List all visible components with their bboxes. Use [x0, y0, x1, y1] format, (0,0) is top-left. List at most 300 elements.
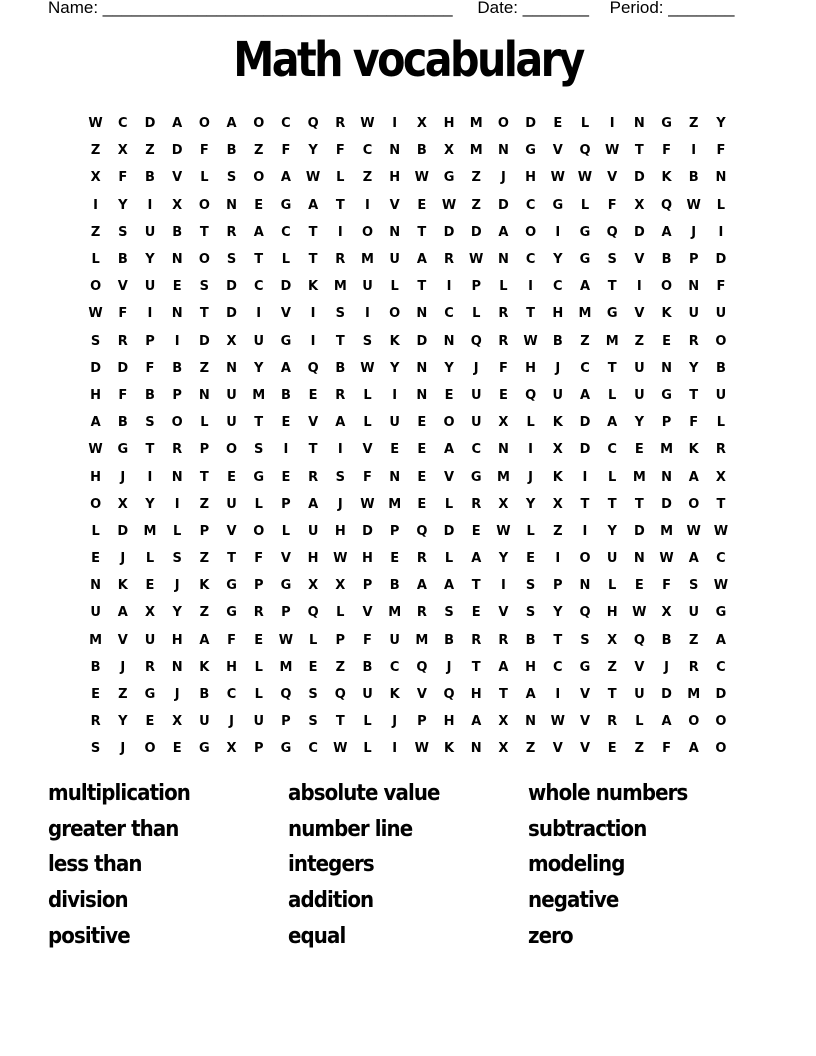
- grid-letter: N: [198, 387, 210, 403]
- grid-letter: U: [144, 279, 156, 295]
- grid-letter: O: [715, 741, 727, 757]
- grid-letter: G: [579, 224, 591, 240]
- word-list-item: whole numbers: [528, 781, 688, 806]
- grid-letter: J: [120, 551, 126, 567]
- grid-letter: K: [661, 306, 672, 322]
- grid-letter: U: [253, 333, 264, 349]
- grid-letter: S: [525, 578, 536, 594]
- grid-letter: U: [389, 252, 400, 268]
- grid-letter: R: [172, 442, 183, 458]
- grid-letter: D: [171, 143, 183, 159]
- grid-letter: R: [715, 442, 726, 458]
- grid-letter: V: [579, 687, 590, 703]
- grid-letter: R: [688, 333, 699, 349]
- grid-letter: T: [689, 387, 699, 403]
- grid-letter: T: [498, 687, 508, 703]
- grid-letter: R: [335, 116, 346, 132]
- grid-letter: Y: [634, 415, 645, 431]
- grid-letter: B: [661, 252, 672, 268]
- grid-letter: W: [88, 116, 103, 132]
- grid-letter: V: [607, 170, 618, 186]
- grid-letter: Q: [307, 116, 319, 132]
- grid-letter: V: [362, 605, 373, 621]
- grid-letter: L: [608, 469, 617, 485]
- grid-letter: R: [308, 469, 319, 485]
- grid-letter: Y: [118, 714, 128, 730]
- grid-letter: V: [172, 170, 183, 186]
- grid-letter: A: [579, 279, 590, 295]
- grid-letter: C: [553, 279, 563, 295]
- grid-letter: N: [171, 659, 183, 675]
- word-list-column: [528, 778, 768, 956]
- grid-letter: L: [716, 197, 726, 213]
- word-list-item: greater than: [48, 816, 179, 842]
- grid-letter: L: [608, 387, 617, 403]
- grid-letter: E: [634, 578, 644, 594]
- grid-letter: G: [117, 442, 129, 458]
- grid-letter: B: [280, 387, 291, 403]
- grid-letter: N: [497, 442, 509, 458]
- grid-letter: T: [417, 224, 427, 240]
- grid-letter: W: [632, 605, 647, 621]
- grid-row: [82, 735, 735, 762]
- grid-letter: V: [226, 523, 237, 539]
- grid-letter: Z: [254, 143, 264, 159]
- grid-letter: G: [280, 578, 292, 594]
- grid-letter: I: [691, 143, 697, 159]
- grid-letter: L: [580, 197, 590, 213]
- grid-letter: O: [226, 442, 238, 458]
- grid-row: [82, 681, 735, 708]
- grid-letter: K: [117, 578, 128, 594]
- grid-letter: O: [579, 551, 591, 567]
- grid-letter: S: [199, 279, 210, 295]
- grid-letter: H: [334, 523, 346, 539]
- grid-letter: H: [389, 170, 401, 186]
- grid-letter: M: [333, 279, 347, 295]
- grid-letter: N: [661, 469, 672, 485]
- grid-letter: I: [582, 523, 588, 539]
- grid-letter: M: [388, 496, 402, 512]
- grid-letter: Z: [362, 170, 373, 186]
- grid-letter: U: [470, 387, 482, 403]
- grid-letter: S: [335, 306, 345, 322]
- grid-letter: A: [688, 741, 699, 757]
- grid-letter: J: [555, 360, 561, 376]
- word-list-item: positive: [48, 923, 130, 949]
- grid-letter: P: [281, 496, 291, 512]
- grid-letter: G: [280, 741, 292, 757]
- grid-letter: I: [310, 333, 316, 349]
- grid-letter: W: [441, 197, 457, 213]
- grid-letter: G: [280, 333, 292, 349]
- grid-letter: P: [281, 714, 291, 730]
- grid-letter: X: [498, 741, 509, 757]
- grid-letter: W: [88, 306, 103, 322]
- grid-letter: W: [659, 551, 674, 567]
- grid-letter: E: [607, 741, 617, 757]
- grid-letter: L: [336, 170, 345, 186]
- grid-letter: F: [607, 197, 617, 213]
- grid-letter: F: [118, 170, 128, 186]
- grid-row: [82, 300, 735, 327]
- grid-letter: L: [281, 252, 291, 268]
- grid-letter: R: [498, 632, 509, 648]
- grid-letter: N: [715, 170, 727, 186]
- grid-letter: N: [389, 469, 401, 485]
- grid-letter: Q: [470, 333, 482, 349]
- grid-letter: T: [417, 279, 427, 295]
- grid-letter: O: [253, 116, 265, 132]
- grid-letter: A: [90, 415, 101, 431]
- grid-letter: N: [171, 252, 183, 268]
- grid-letter: Z: [607, 659, 617, 675]
- grid-letter: T: [607, 496, 617, 512]
- grid-letter: H: [90, 469, 102, 485]
- grid-letter: B: [416, 143, 427, 159]
- grid-letter: J: [174, 578, 180, 594]
- grid-letter: T: [634, 496, 644, 512]
- grid-letter: X: [172, 714, 183, 730]
- grid-letter: U: [389, 415, 400, 431]
- grid-letter: U: [226, 415, 237, 431]
- grid-letter: R: [335, 387, 346, 403]
- grid-letter: T: [607, 279, 617, 295]
- grid-letter: Q: [307, 605, 319, 621]
- grid-row: [82, 572, 735, 599]
- grid-letter: I: [609, 116, 615, 132]
- grid-letter: W: [713, 523, 729, 539]
- grid-letter: B: [226, 143, 237, 159]
- grid-letter: E: [662, 333, 671, 349]
- grid-letter: W: [686, 523, 701, 539]
- grid-letter: A: [253, 224, 264, 240]
- grid-letter: N: [389, 224, 401, 240]
- grid-letter: J: [473, 360, 479, 376]
- grid-letter: J: [120, 659, 126, 675]
- grid-letter: D: [633, 224, 645, 240]
- grid-letter: E: [254, 632, 264, 648]
- grid-letter: J: [691, 224, 697, 240]
- grid-letter: X: [144, 605, 155, 621]
- grid-letter: T: [308, 224, 318, 240]
- grid-letter: W: [550, 714, 565, 730]
- grid-letter: P: [661, 415, 672, 431]
- grid-letter: D: [470, 224, 482, 240]
- grid-letter: Y: [145, 496, 155, 512]
- grid-letter: N: [226, 197, 237, 213]
- grid-letter: H: [307, 551, 319, 567]
- grid-letter: J: [174, 687, 180, 703]
- grid-letter: D: [198, 333, 210, 349]
- grid-letter: I: [528, 442, 534, 458]
- grid-letter: U: [226, 496, 237, 512]
- grid-letter: A: [498, 224, 509, 240]
- grid-letter: L: [200, 415, 209, 431]
- grid-letter: I: [365, 306, 370, 322]
- word-list-item: equal: [288, 923, 346, 949]
- word-list-item: multiplication: [48, 781, 190, 806]
- grid-letter: C: [253, 279, 264, 295]
- grid-letter: F: [662, 143, 671, 159]
- grid-letter: I: [718, 224, 724, 240]
- grid-letter: M: [605, 333, 619, 349]
- grid-letter: I: [337, 224, 343, 240]
- grid-letter: U: [470, 415, 482, 431]
- grid-letter: T: [716, 496, 726, 512]
- grid-letter: J: [120, 741, 126, 757]
- grid-letter: B: [117, 252, 128, 268]
- grid-letter: H: [606, 605, 618, 621]
- grid-letter: L: [608, 578, 617, 594]
- grid-letter: R: [117, 333, 128, 349]
- grid-letter: Q: [579, 605, 591, 621]
- grid-letter: U: [715, 306, 727, 322]
- grid-letter: M: [578, 306, 592, 322]
- grid-letter: K: [661, 170, 672, 186]
- grid-letter: X: [226, 741, 237, 757]
- grid-letter: S: [525, 605, 536, 621]
- grid-letter: M: [469, 116, 483, 132]
- grid-letter: W: [550, 170, 565, 186]
- grid-letter: W: [523, 333, 538, 349]
- grid-letter: A: [579, 387, 590, 403]
- grid-letter: G: [199, 741, 210, 757]
- grid-letter: M: [469, 143, 483, 159]
- grid-letter: V: [117, 632, 128, 648]
- word-list-item: less than: [48, 852, 142, 878]
- grid-row: [82, 164, 735, 191]
- grid-letter: Y: [525, 496, 536, 512]
- grid-letter: E: [417, 442, 427, 458]
- grid-letter: X: [498, 415, 509, 431]
- grid-letter: G: [661, 116, 672, 132]
- grid-letter: T: [553, 632, 563, 648]
- grid-letter: H: [525, 659, 537, 675]
- grid-letter: E: [172, 741, 182, 757]
- grid-letter: W: [604, 143, 620, 159]
- grid-letter: P: [199, 442, 210, 458]
- grid-row: [82, 599, 735, 626]
- grid-letter: Z: [199, 605, 210, 621]
- grid-letter: V: [634, 252, 645, 268]
- grid-letter: F: [145, 360, 155, 376]
- grid-letter: G: [606, 306, 618, 322]
- grid-letter: W: [305, 170, 321, 186]
- grid-letter: B: [525, 632, 536, 648]
- grid-letter: T: [335, 333, 345, 349]
- word-list-column: [48, 778, 288, 956]
- grid-letter: X: [416, 116, 427, 132]
- grid-letter: W: [360, 496, 375, 512]
- grid-letter: E: [254, 197, 264, 213]
- grid-letter: V: [634, 306, 645, 322]
- grid-letter: C: [716, 551, 726, 567]
- grid-letter: E: [634, 442, 644, 458]
- grid-letter: Z: [525, 741, 536, 757]
- grid-letter: E: [417, 469, 427, 485]
- grid-letter: Y: [145, 252, 155, 268]
- grid-letter: N: [579, 578, 591, 594]
- grid-letter: N: [90, 578, 102, 594]
- grid-letter: Y: [254, 360, 264, 376]
- grid-letter: L: [716, 415, 726, 431]
- grid-letter: B: [715, 360, 726, 376]
- grid-letter: K: [308, 279, 319, 295]
- grid-letter: D: [525, 116, 536, 132]
- grid-row: [82, 273, 735, 300]
- grid-letter: H: [171, 632, 183, 648]
- grid-letter: M: [660, 442, 673, 458]
- period-field-label: Period: _______: [609, 0, 735, 17]
- grid-letter: U: [715, 387, 727, 403]
- grid-row: [82, 382, 735, 409]
- grid-letter: Y: [444, 360, 454, 376]
- grid-letter: B: [688, 170, 699, 186]
- grid-letter: W: [496, 523, 511, 539]
- grid-letter: H: [525, 360, 537, 376]
- word-search-grid: [82, 110, 735, 763]
- grid-letter: C: [553, 659, 563, 675]
- grid-letter: A: [416, 252, 427, 268]
- grid-letter: K: [389, 333, 400, 349]
- page-title: Math vocabulary: [233, 32, 583, 88]
- grid-letter: P: [335, 632, 346, 648]
- grid-letter: N: [633, 116, 645, 132]
- grid-letter: N: [633, 551, 645, 567]
- grid-letter: C: [362, 143, 373, 159]
- grid-letter: J: [229, 714, 234, 730]
- grid-letter: X: [117, 143, 128, 159]
- grid-letter: A: [661, 224, 672, 240]
- grid-letter: Z: [553, 523, 563, 539]
- word-list-item: zero: [528, 923, 573, 949]
- grid-letter: O: [253, 170, 265, 186]
- word-list-item: modeling: [528, 852, 625, 878]
- grid-letter: R: [416, 605, 427, 621]
- grid-letter: A: [661, 714, 672, 730]
- grid-letter: E: [308, 387, 318, 403]
- grid-letter: E: [390, 442, 400, 458]
- grid-letter: F: [335, 143, 345, 159]
- grid-letter: G: [579, 252, 591, 268]
- grid-letter: D: [416, 333, 428, 349]
- grid-letter: I: [555, 551, 561, 567]
- grid-letter: N: [688, 279, 700, 295]
- grid-letter: L: [363, 741, 372, 757]
- grid-letter: O: [715, 333, 727, 349]
- grid-letter: T: [335, 197, 345, 213]
- grid-letter: V: [416, 687, 427, 703]
- grid-letter: A: [117, 605, 128, 621]
- grid-letter: G: [715, 605, 727, 621]
- grid-letter: L: [390, 279, 399, 295]
- grid-letter: I: [365, 197, 370, 213]
- grid-letter: D: [362, 523, 373, 539]
- grid-letter: I: [500, 578, 506, 594]
- grid-letter: J: [500, 170, 506, 186]
- grid-letter: D: [579, 415, 591, 431]
- grid-letter: K: [199, 578, 210, 594]
- grid-letter: G: [226, 605, 237, 621]
- grid-letter: D: [715, 687, 727, 703]
- grid-letter: Q: [525, 387, 537, 403]
- grid-letter: J: [337, 496, 343, 512]
- grid-letter: A: [688, 469, 699, 485]
- grid-letter: X: [498, 714, 509, 730]
- grid-letter: R: [471, 496, 482, 512]
- grid-letter: J: [392, 714, 398, 730]
- grid-letter: C: [226, 687, 237, 703]
- grid-letter: R: [607, 714, 618, 730]
- grid-letter: H: [470, 687, 482, 703]
- grid-letter: F: [199, 143, 209, 159]
- grid-letter: D: [90, 360, 101, 376]
- word-list-item: negative: [528, 888, 619, 914]
- grid-letter: X: [172, 197, 183, 213]
- grid-letter: T: [308, 252, 318, 268]
- grid-letter: B: [172, 360, 183, 376]
- grid-letter: E: [145, 714, 155, 730]
- grid-letter: Y: [553, 252, 563, 268]
- grid-letter: A: [471, 551, 482, 567]
- grid-letter: U: [606, 551, 618, 567]
- grid-letter: E: [444, 387, 454, 403]
- grid-letter: G: [579, 659, 591, 675]
- grid-letter: L: [363, 415, 372, 431]
- grid-letter: X: [552, 442, 563, 458]
- grid-row: [82, 110, 735, 137]
- grid-letter: I: [283, 442, 289, 458]
- grid-letter: E: [417, 496, 427, 512]
- grid-letter: R: [90, 714, 101, 730]
- grid-letter: I: [392, 741, 398, 757]
- grid-letter: M: [252, 387, 266, 403]
- grid-letter: T: [199, 469, 209, 485]
- grid-letter: O: [90, 496, 102, 512]
- grid-letter: A: [607, 415, 618, 431]
- grid-letter: U: [634, 687, 645, 703]
- grid-letter: P: [471, 279, 481, 295]
- grid-letter: J: [120, 469, 126, 485]
- word-list-item: integers: [288, 852, 374, 878]
- grid-letter: F: [716, 143, 726, 159]
- grid-letter: X: [661, 605, 672, 621]
- grid-letter: A: [471, 714, 482, 730]
- grid-letter: P: [389, 523, 400, 539]
- grid-letter: M: [89, 632, 103, 648]
- grid-letter: Z: [199, 496, 210, 512]
- grid-letter: S: [607, 252, 617, 268]
- grid-letter: Q: [579, 143, 591, 159]
- grid-letter: O: [198, 252, 210, 268]
- grid-letter: U: [688, 306, 699, 322]
- grid-letter: D: [226, 279, 237, 295]
- grid-letter: A: [308, 496, 319, 512]
- grid-letter: T: [471, 659, 481, 675]
- grid-row: [82, 545, 735, 572]
- grid-letter: S: [689, 578, 699, 594]
- grid-letter: C: [580, 360, 590, 376]
- grid-letter: E: [308, 659, 318, 675]
- grid-letter: Z: [145, 143, 155, 159]
- grid-letter: Y: [498, 551, 509, 567]
- grid-letter: C: [525, 252, 536, 268]
- word-list-item: division: [48, 888, 128, 914]
- name-field-label: Name: _____________________________________: [48, 0, 453, 17]
- grid-letter: R: [226, 224, 237, 240]
- grid-letter: K: [389, 687, 400, 703]
